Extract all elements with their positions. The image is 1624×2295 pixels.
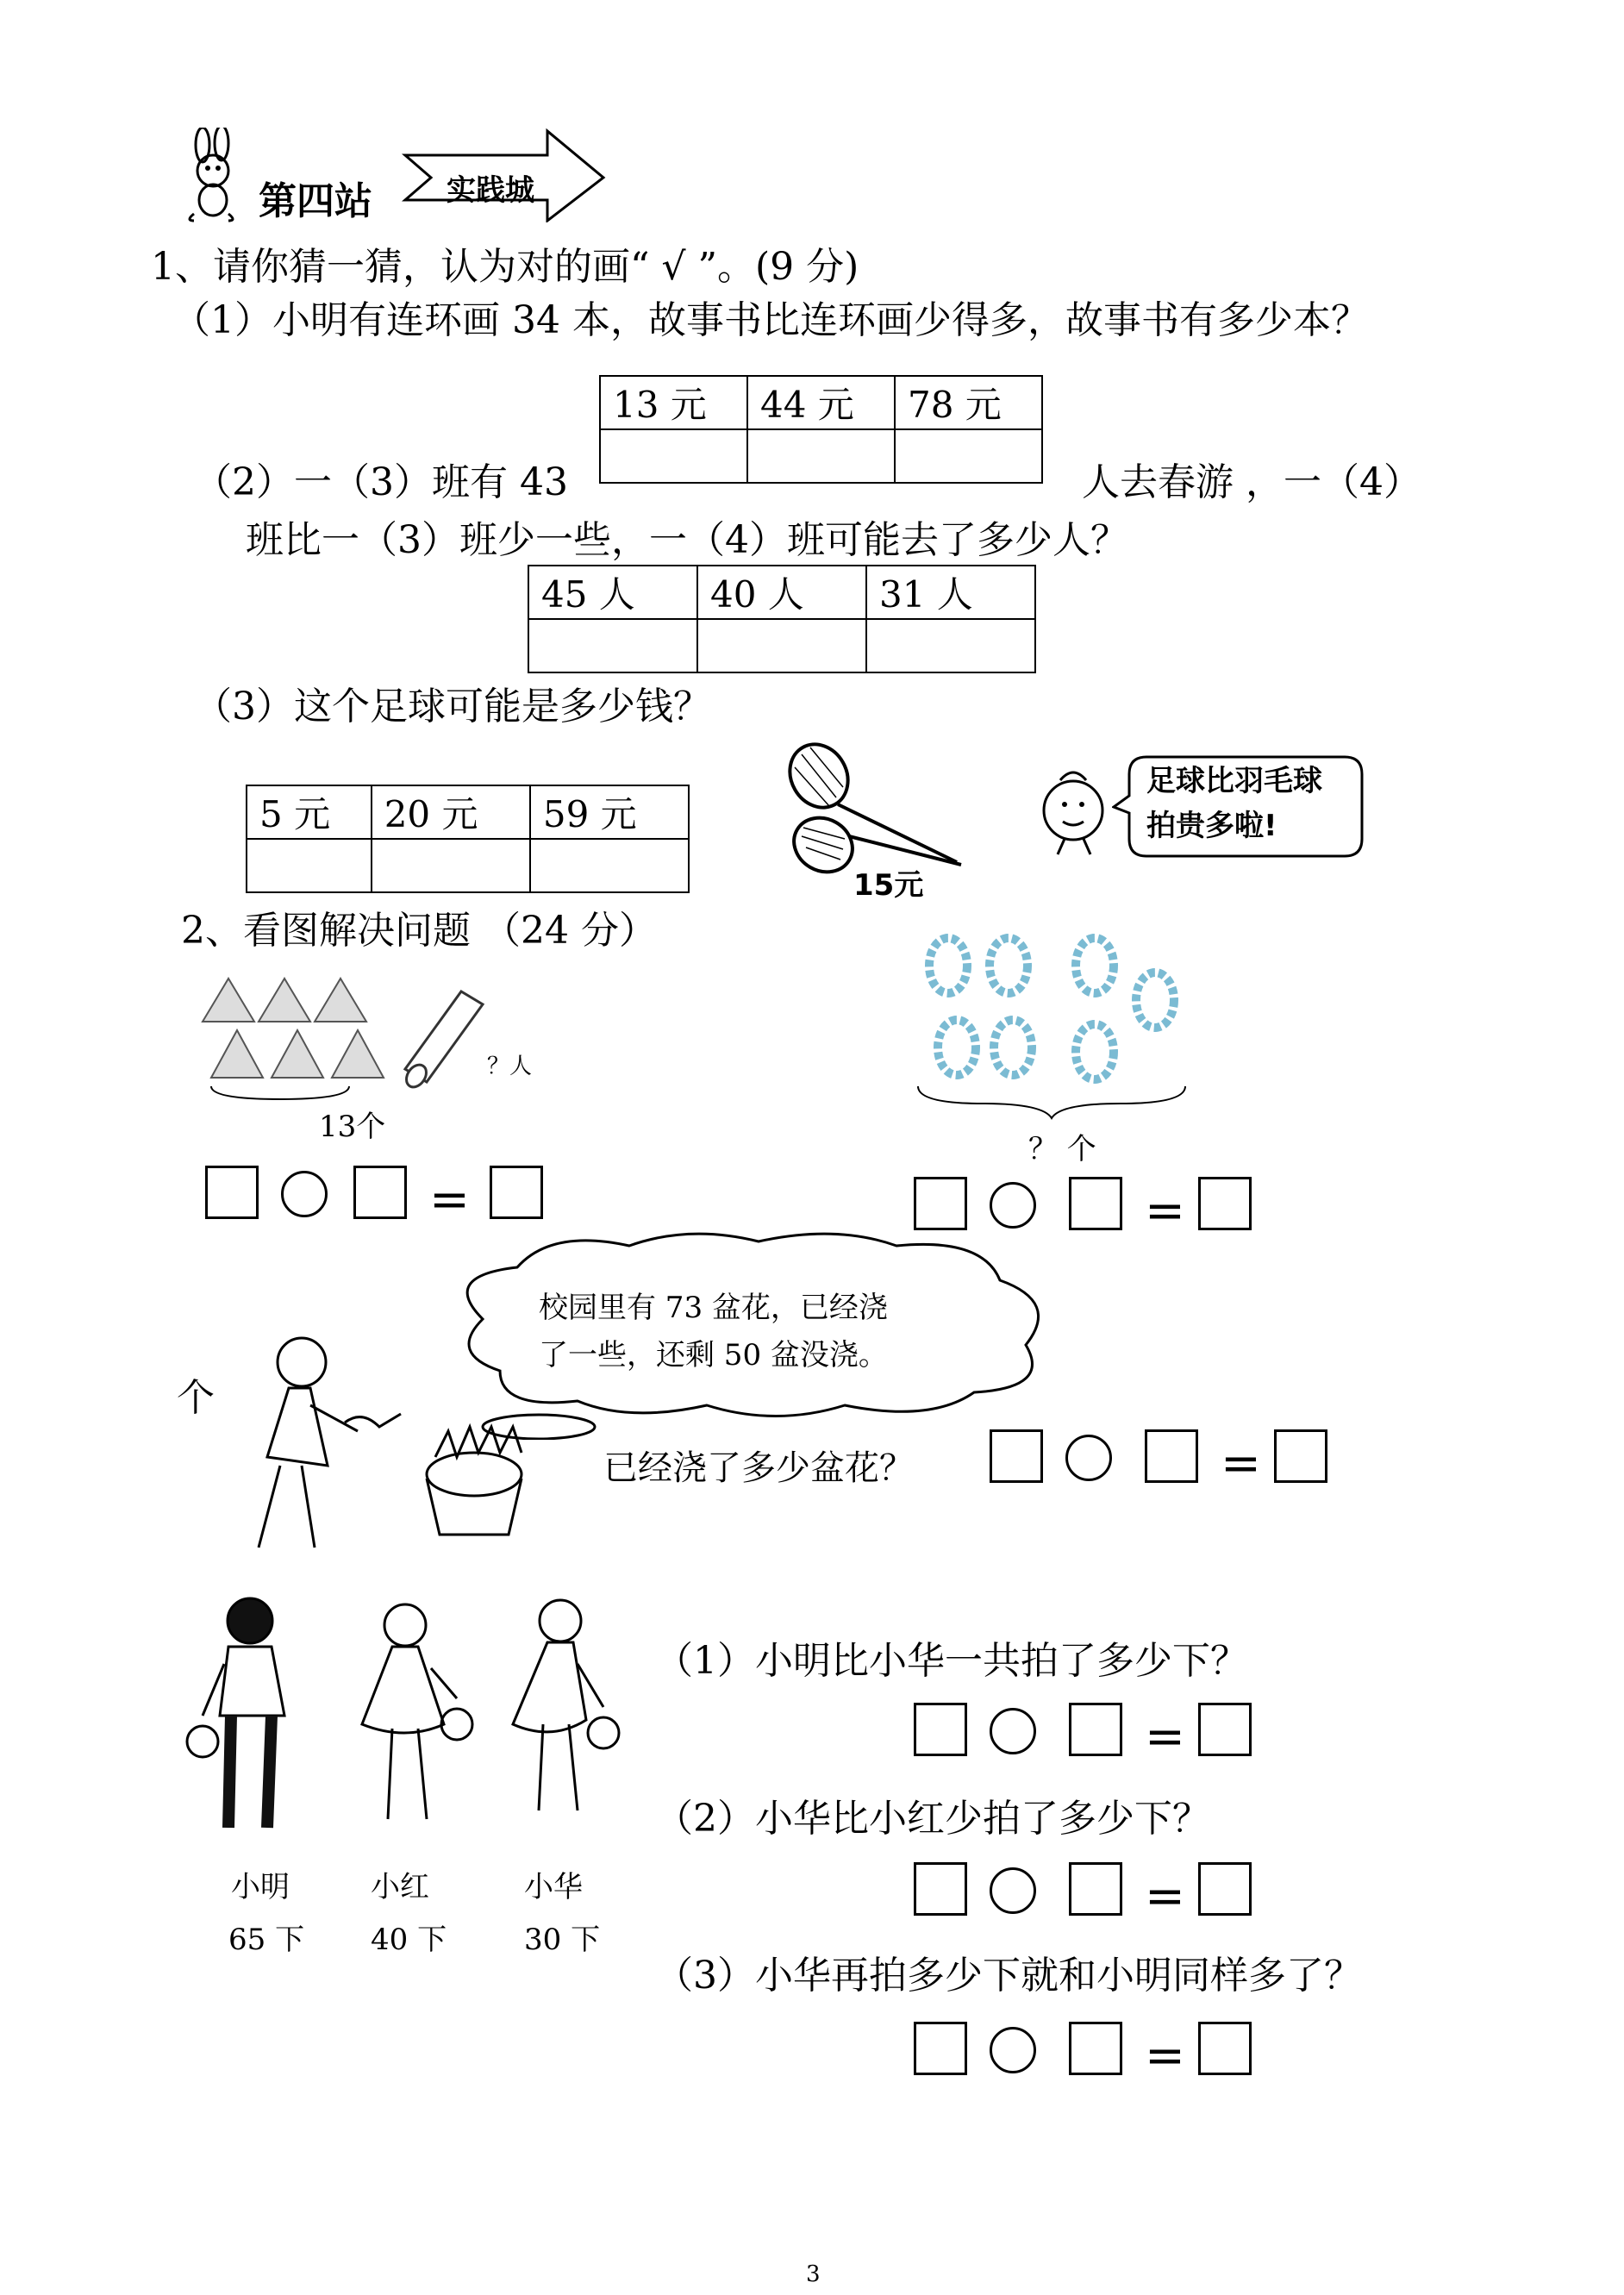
banner-label: 实践城	[447, 173, 534, 208]
svg-text:？人: ？人	[487, 1054, 533, 1079]
beads-unknown-label: ？ 个	[1028, 1132, 1096, 1166]
answer-box[interactable]	[353, 1166, 407, 1219]
answer-box[interactable]	[1198, 2022, 1252, 2075]
option-cell: 31 人	[866, 566, 1035, 619]
ball-question-2: （2）小华比小红少拍了多少下？	[655, 1797, 1210, 1841]
equation-row-ball-2	[914, 1862, 1259, 1923]
equals-sign: =	[1145, 1709, 1185, 1765]
check-cell[interactable]	[895, 429, 1042, 483]
cloud-text-2: 了一些，还剩 50 盆没浇。	[539, 1338, 888, 1373]
operator-circle[interactable]	[281, 1171, 328, 1217]
option-cell: 45 人	[528, 566, 697, 619]
check-cell[interactable]	[866, 619, 1035, 672]
page-number: 3	[806, 2261, 821, 2287]
answer-box[interactable]	[1069, 1862, 1122, 1916]
girl-watering-flowers-icon	[207, 1328, 534, 1560]
answer-box[interactable]	[1198, 1177, 1252, 1230]
q1-sub2-text-c: 班比一（3）班少一些，一（4）班可能去了多少人？	[246, 518, 1128, 562]
answer-box[interactable]	[1145, 1429, 1198, 1483]
kid-name: 小华	[524, 1870, 583, 1904]
q1-sub2-text-a: （2）一（3）班有 43	[194, 460, 568, 504]
answer-box[interactable]	[914, 1703, 967, 1756]
kid-count: 65 下	[228, 1923, 305, 1957]
answer-box[interactable]	[990, 1429, 1043, 1483]
equals-sign: =	[1145, 1868, 1185, 1924]
equation-row-ball-3	[914, 2022, 1259, 2082]
kid-count: 40 下	[371, 1923, 447, 1957]
equals-sign: =	[1221, 1435, 1261, 1491]
check-cell[interactable]	[600, 429, 747, 483]
operator-circle[interactable]	[990, 1867, 1036, 1914]
q1-sub2-table	[528, 565, 1036, 673]
answer-box[interactable]	[1069, 1703, 1122, 1756]
racket-price: 15元	[853, 868, 924, 903]
check-cell[interactable]	[530, 839, 689, 892]
answer-box[interactable]	[1198, 1862, 1252, 1916]
equation-row-shuttle	[205, 1166, 550, 1226]
equals-sign: =	[1145, 1183, 1185, 1239]
operator-circle[interactable]	[1065, 1435, 1112, 1481]
option-cell: 13 元	[600, 376, 747, 429]
equation-row-ball-1	[914, 1703, 1259, 1763]
q1-title: 1、请你猜一猜，认为对的画“ √ ”。(9 分)	[151, 245, 859, 289]
q1-sub3-table	[246, 785, 690, 893]
equals-sign: =	[1145, 2028, 1185, 2084]
operator-circle[interactable]	[990, 2027, 1036, 2073]
option-cell: 59 元	[530, 785, 689, 839]
operator-circle[interactable]	[990, 1708, 1036, 1754]
check-cell[interactable]	[697, 619, 866, 672]
option-cell: 5 元	[247, 785, 372, 839]
equation-row-flowers	[990, 1429, 1334, 1490]
football-character-icon	[1039, 763, 1112, 858]
q2-title: 2、看图解决问题 （24 分）	[181, 909, 657, 953]
q1-sub3-text: （3）这个足球可能是多少钱？	[194, 685, 711, 729]
answer-box[interactable]	[914, 1862, 967, 1916]
answer-box[interactable]	[1198, 1703, 1252, 1756]
q1-sub1-table	[599, 375, 1043, 484]
speech-text: 足球比羽毛球拍贵多啦!	[1146, 764, 1322, 843]
option-cell: 20 元	[372, 785, 530, 839]
check-cell[interactable]	[747, 429, 895, 483]
check-cell[interactable]	[247, 839, 372, 892]
kids-bouncing-balls-icon	[181, 1586, 638, 1845]
shuttle-total-label: 13个	[319, 1110, 386, 1144]
operator-circle[interactable]	[990, 1182, 1036, 1229]
equals-sign: =	[429, 1172, 470, 1228]
answer-box[interactable]	[1069, 2022, 1122, 2075]
check-cell[interactable]	[372, 839, 530, 892]
answer-box[interactable]	[1069, 1177, 1122, 1230]
answer-box[interactable]	[490, 1166, 543, 1219]
option-cell: 40 人	[697, 566, 866, 619]
ball-question-3: （3）小华再拍多少下就和小明同样多了？	[655, 1954, 1362, 1998]
rabbit-icon	[177, 128, 254, 222]
option-cell: 44 元	[747, 376, 895, 429]
flower-question: 已经浇了多少盆花？	[603, 1448, 914, 1488]
cloud-text-1: 校园里有 73 盆花，已经浇	[539, 1291, 888, 1325]
station-title: 第四站	[259, 179, 372, 223]
bead-rings-icon	[914, 927, 1198, 1121]
ge-label: 个	[177, 1376, 215, 1420]
check-cell[interactable]	[528, 619, 697, 672]
q1-sub1-text: （1）小明有连环画 34 本，故事书比连环画少得多，故事书有多少本？	[172, 298, 1369, 342]
ball-question-1: （1）小明比小华一共拍了多少下？	[655, 1639, 1248, 1683]
kid-name: 小明	[231, 1870, 290, 1904]
kid-name: 小红	[371, 1870, 429, 1904]
answer-box[interactable]	[205, 1166, 259, 1219]
kid-count: 30 下	[524, 1923, 601, 1957]
answer-box[interactable]	[914, 1177, 967, 1230]
option-cell: 78 元	[895, 376, 1042, 429]
answer-box[interactable]	[914, 2022, 967, 2075]
answer-box[interactable]	[1274, 1429, 1327, 1483]
q1-sub2-text-b: 人去春游 ，一（4）	[1082, 460, 1421, 504]
